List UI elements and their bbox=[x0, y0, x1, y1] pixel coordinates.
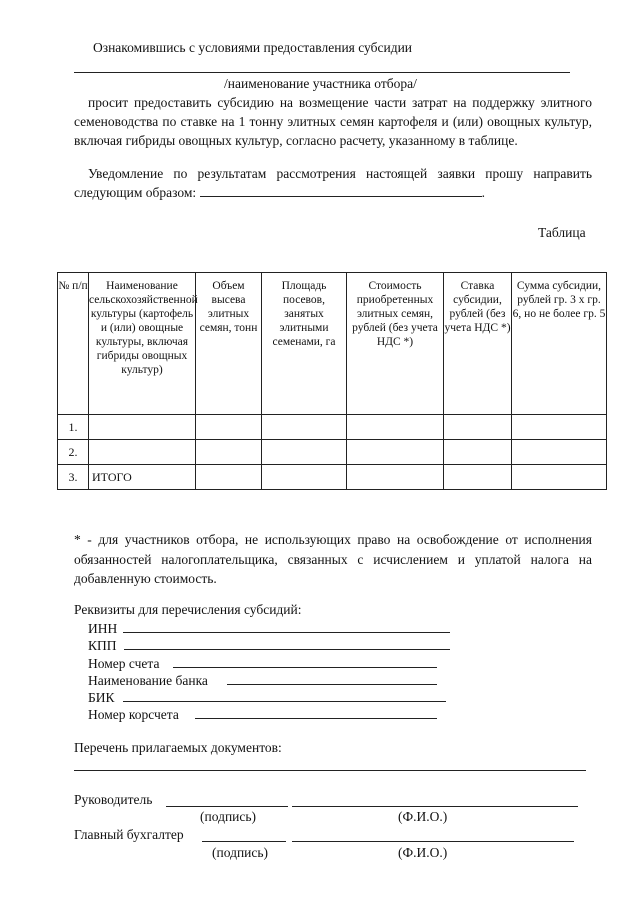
table-row bbox=[58, 415, 607, 440]
header-seed-volume: Объем высева элитных семян, тонн bbox=[196, 273, 262, 415]
head-signature-caption: (подпись) bbox=[200, 809, 257, 824]
intro-line: Ознакомившись с условиями предоставления субсидии bbox=[93, 40, 413, 55]
request-paragraph: просит предоставить субсидию на возмещение части затрат на поддержку элитного семеноводства по ставке на 1 тонну элитных семян картофеля и (или) овощных культур, включая гибриды овощных культур, согласно расчету, указанному в таблице. bbox=[74, 95, 592, 148]
accountant-signature-line[interactable] bbox=[202, 841, 286, 842]
participant-caption: /наименование участника отбора/ bbox=[224, 76, 417, 91]
bank-name-field[interactable] bbox=[227, 684, 437, 685]
bank-name-label: Наименование банка bbox=[88, 673, 208, 688]
header-subsidy-rate: Ставка субсидии, рублей (без учета НДС *) bbox=[444, 273, 512, 415]
account-number-field[interactable] bbox=[173, 667, 437, 668]
header-number: № п/п bbox=[58, 273, 89, 415]
accountant-label: Главный бухгалтер bbox=[74, 827, 184, 842]
header-crop-name: Наименование сельскохозяйственной культуры (картофель и (или) овощные культуры, включая гибриды овощных культур) bbox=[89, 273, 196, 415]
head-name-caption: (Ф.И.О.) bbox=[398, 809, 448, 824]
seed-volume-cell[interactable] bbox=[196, 415, 262, 440]
requisites-title: Реквизиты для перечисления субсидий: bbox=[74, 602, 302, 617]
subsidy-sum-cell[interactable] bbox=[512, 415, 607, 440]
row-number: 1. bbox=[58, 415, 89, 440]
table-row bbox=[58, 440, 607, 465]
bik-label: БИК bbox=[88, 690, 115, 705]
accountant-name-line[interactable] bbox=[292, 841, 574, 842]
head-signature-line[interactable] bbox=[166, 806, 288, 807]
seed-cost-cell[interactable] bbox=[347, 415, 444, 440]
subsidy-sum-cell[interactable] bbox=[512, 440, 607, 465]
seed-volume-cell[interactable] bbox=[196, 465, 262, 490]
kpp-label: КПП bbox=[88, 638, 117, 653]
subsidy-calculation-table bbox=[57, 272, 607, 490]
participant-name-line[interactable] bbox=[74, 72, 570, 73]
corr-account-label: Номер корсчета bbox=[88, 707, 179, 722]
accountant-signature-caption: (подпись) bbox=[212, 845, 269, 860]
header-seed-cost: Стоимость приобретенных элитных семян, рублей (без учета НДС *) bbox=[347, 273, 444, 415]
row-number: 3. bbox=[58, 465, 89, 490]
accountant-name-caption: (Ф.И.О.) bbox=[398, 845, 448, 860]
head-label: Руководитель bbox=[74, 792, 153, 807]
subsidy-sum-cell[interactable] bbox=[512, 465, 607, 490]
inn-field[interactable] bbox=[123, 632, 450, 633]
notification-paragraph: Уведомление по результатам рассмотрения настоящей заявки прошу направить следующим образом: . bbox=[74, 166, 592, 200]
seed-cost-cell[interactable] bbox=[347, 440, 444, 465]
bik-field[interactable] bbox=[123, 701, 446, 702]
kpp-field[interactable] bbox=[124, 649, 450, 650]
account-number-label: Номер счета bbox=[88, 656, 160, 671]
head-name-line[interactable] bbox=[292, 806, 578, 807]
vat-footnote: * - для участников отбора, не использующих право на освобождение от исполнения обязанностей налогоплательщика, связанных с исчислением и уплатой налога на добавленную стоимость. bbox=[74, 532, 592, 586]
documents-title: Перечень прилагаемых документов: bbox=[74, 740, 282, 755]
crop-name-cell[interactable] bbox=[89, 415, 196, 440]
subsidy-rate-cell[interactable] bbox=[444, 465, 512, 490]
row-number: 2. bbox=[58, 440, 89, 465]
corr-account-field[interactable] bbox=[195, 718, 437, 719]
subsidy-rate-cell[interactable] bbox=[444, 440, 512, 465]
total-label: ИТОГО bbox=[89, 465, 196, 490]
sown-area-cell[interactable] bbox=[262, 465, 347, 490]
subsidy-rate-cell[interactable] bbox=[444, 415, 512, 440]
sown-area-cell[interactable] bbox=[262, 440, 347, 465]
seed-cost-cell[interactable] bbox=[347, 465, 444, 490]
documents-list-line[interactable] bbox=[74, 770, 586, 771]
sown-area-cell[interactable] bbox=[262, 415, 347, 440]
crop-name-cell[interactable] bbox=[89, 440, 196, 465]
table-caption: Таблица bbox=[538, 225, 586, 240]
header-sown-area: Площадь посевов, занятых элитными семенами, га bbox=[262, 273, 347, 415]
table-row-total bbox=[58, 465, 607, 490]
header-subsidy-sum: Сумма субсидии, рублей гр. 3 х гр. 6, но не более гр. 5 bbox=[512, 273, 607, 415]
seed-volume-cell[interactable] bbox=[196, 440, 262, 465]
inn-label: ИНН bbox=[88, 621, 118, 636]
notification-method-line[interactable] bbox=[200, 184, 482, 197]
table-header-row bbox=[58, 273, 607, 415]
